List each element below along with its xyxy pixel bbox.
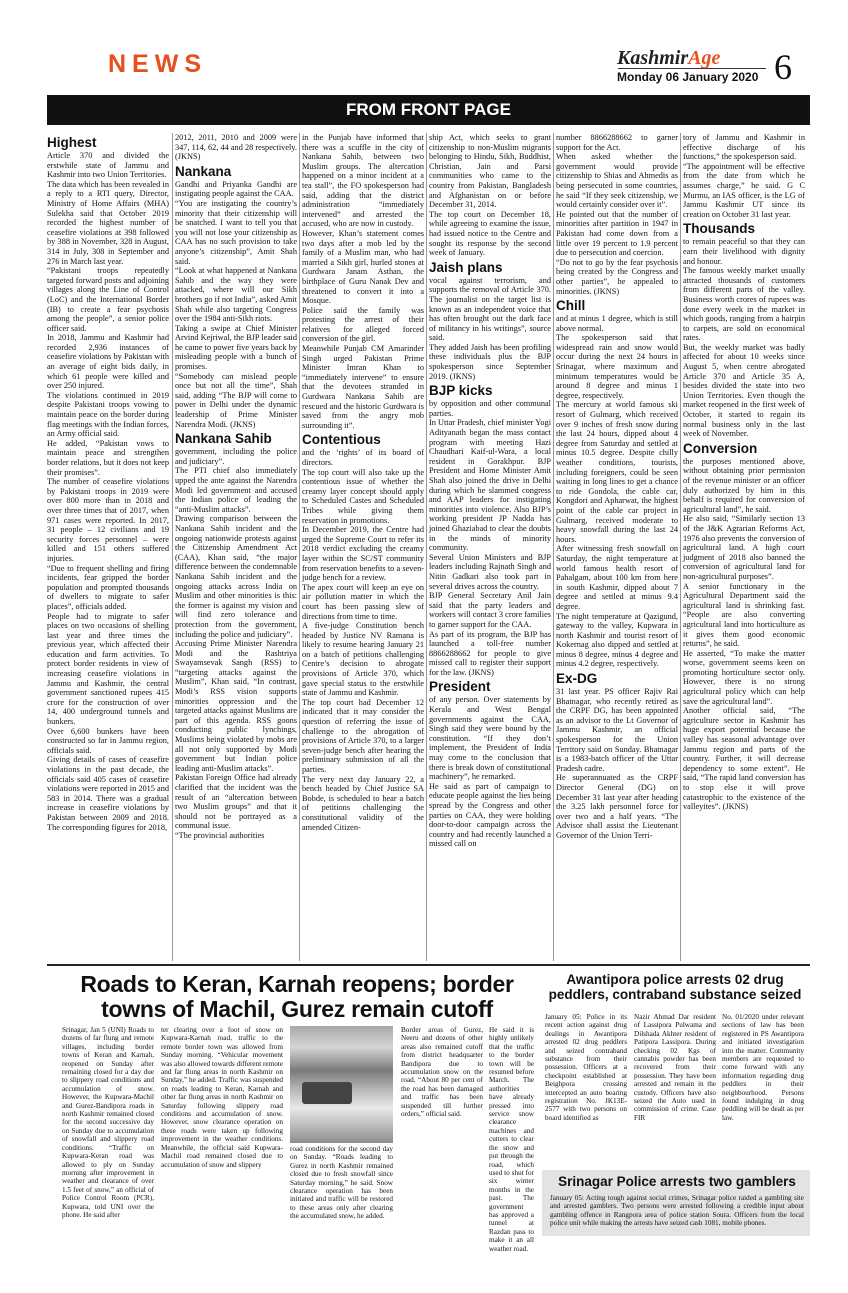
article-heading: BJP kicks: [429, 383, 493, 399]
article-paragraph: vocal against terrorism, and supports the removal of Article 370. The journalist on the target list is known as an independent voice that has often brought out the dark face of militancy in his writings”, source said.: [429, 275, 551, 343]
story-keran-column: He said it is highly unlikely that the traffic to the border town will be resumed before March. The authorities have already pressed into service snow clearance machines and cutters to clear the snow and put through the road, which used to shut for six winter months in the past. The government has approved a tunnel at Razdan pass to make it an all weather road.: [489, 1026, 534, 1253]
news-column: [683, 133, 805, 961]
article-paragraph: The number of ceasefire violations by Pakistani troops in 2019 were over 800 more than in 2018 and over three times that of 2017, when 971 cases were reported. In 2017, 31 people – 12 civilians and 19 security forces personnel – were killed and 151 others suffered injuries.: [47, 477, 169, 563]
news-column: [47, 133, 169, 961]
article-paragraph: “The appointment will be effective from the date from which he assumes charge,” he said. G C Murmu, an IAS officer, is the LG of Jammu Kashmir UT since its creation on October 31 last year.: [683, 161, 805, 219]
article-paragraph: the purposes mentioned above, without obtaining prior permission of the revenue minister or an officer duly authorized by him in this behalf is required for conversion of agricultural land”, he said.: [683, 456, 805, 514]
column-separator: [426, 133, 427, 961]
article-paragraph: The apex court will keep an eye on air pollution matter in which the court has been passing slew of directions from time to time.: [302, 582, 424, 621]
article-paragraph: But, the weekly market was badly affected for about 10 weeks since August 5, when centre abrogated Article 370 and Article 35 A, besides divided the state into two Union Territories. Even though the market reopened in the first week of October, it started to regain its normal business only in the last week of November.: [683, 342, 805, 439]
article-paragraph: number 8866288662 to garner support for the Act.: [556, 133, 678, 152]
article-paragraph: and the ‘rights’ of its board of directors.: [302, 448, 424, 467]
article-paragraph: to remain peaceful so that they can earn their livelihood with dignity and honour.: [683, 237, 805, 266]
article-heading: Contentious: [302, 432, 381, 448]
article-paragraph: A senior functionary in the Agricultural Department said the agricultural land is shrinking fast. “People are also converting agricultural land into horticulture as it gives them good economic returns”, he said.: [683, 581, 805, 649]
article-paragraph: 2012, 2011, 2010 and 2009 were 347, 114, 62, 44 and 28 respectively. (JKNS): [175, 133, 297, 162]
article-paragraph: “Look at what happened at Nankana Sahib and the way they were attacked, where will our Sikh brothers go if not India”, asked Amit Shah while also targeting Congress over the 1984 anti-Sikh riots.: [175, 266, 297, 324]
article-heading: Thousands: [683, 221, 756, 237]
article-paragraph: They added Jaish has been profiling these individuals plus the BJP spokesperson since September 2019. (JKNS): [429, 342, 551, 381]
article-paragraph: In Uttar Pradesh, chief minister Yogi Adityanath began the mass contact program with meeting Hazi Chaudhari Kaif-ul-Wara, a local resident in Gorakhpur. BJP President and Home Minister Amit Shah also joined the drive in Delhi during which he slammed congress and AAP leaders for instigating minorities into violence. Also BJP’s working president JP Nadda has joined Ghaziabad to clear the doubts in the minds of minority community.: [429, 418, 551, 553]
article-paragraph: in the Punjab have informed that there was a scuffle in the city of Nankana Sahib, between two Muslim groups. The altercation happened on a minor incident at a tea stall”, the FO spokesperson had said, adding that the district administration “immediately intervened” and arrested the accused, who are now in custody.: [302, 133, 424, 229]
news-column: [556, 133, 678, 961]
article-paragraph: The very next day January 22, a bench headed by Chief Justice SA Bobde, is scheduled to hear a batch of petitions challenging the constitutional validity of the amended Citizen-: [302, 774, 424, 832]
gamblers-headline: Srinagar Police arrests two gamblers: [558, 1174, 796, 1189]
article-paragraph: After witnessing fresh snowfall on Saturday, the night temperature at world famous health resort of Pahalgam, about 100 km from here in south Kashmir, dipped about 7 degree and settled at minus 9.4 degree.: [556, 544, 678, 611]
column-separator: [172, 133, 173, 961]
article-paragraph: The PTI chief also immediately upped the ante against the Narendra Modi led government and accused the Indian police of leading the “anti-Muslim attacks”.: [175, 466, 297, 514]
article-paragraph: “You are instigating the country’s minority that their citizenship will be snatched. I want to tell you that you will not lose your citizenship as CAA has no such provision to take anyone’s citizenship”, Amit Shah said.: [175, 198, 297, 266]
article-paragraph: “Pakistani troops repeatedly targeted forward posts and adjoining villages along the Line of Control (LoC) and the International Border (IB) to create a fear psychosis among the people”, a senior police officer said.: [47, 266, 169, 333]
article-paragraph: “Somebody can mislead people once but not all the time”, Shah said, adding “The BJP will come to power in Delhi under the dynamic leadership of Prime Minister Narendra Modi. (JKNS): [175, 371, 297, 429]
article-paragraph: A five-judge Constitution bench headed by Justice NV Ramana is likely to resume hearing January 21 on a batch of petitions challenging Centre’s decision to abrogate provisions of Article 370, which gave special status to the erstwhile state of Jammu and Kashmir.: [302, 621, 424, 698]
section-banner: FROM FRONT PAGE: [47, 95, 810, 125]
article-paragraph: The spokesperson said that widespread rain and snow would occur during the next 24 hours in Srinagar, where maximum and minimum temperatures would be around 8 degree and minus 1 degree, respectively.: [556, 333, 678, 400]
article-paragraph: ship Act, which seeks to grant citizenship to non-Muslim migrants belonging to Hindu, Sikh, Buddhist, Christian, Jain and Parsi communities who came to the country from Pakistan, Bangladesh and Afghanistan on or before December 31, 2014.: [429, 133, 551, 210]
brand-accent: Age: [688, 47, 721, 69]
article-paragraph: The top court will also take up the contentious issue of whether the creamy layer concept should apply to Scheduled Castes and Scheduled Tribes while giving them reservation in promotions.: [302, 467, 424, 525]
article-paragraph: Giving details of cases of ceasefire violations in the past decade, the officials said 405 cases of ceasefire violations were reported in 2015 and 583 in 2014. There was a gradual increase in ceasefire violations by Pakistan between 2009 and 2018. The corresponding figures for 2018,: [47, 755, 169, 832]
article-paragraph: He superannuated as the CRPF Director General (DG) on December 31 last year after heading the 3.25 lakh personnel force for over two and a half years. “The Advisor shall assist the Lieutenant Governor of the Union Terri-: [556, 773, 678, 840]
story-awantipora-column: Nazir Ahmad Dar resident of Lassipora Pulwama and Dilshada Akhter resident of Patipora Lassipora. During checking 02 Kgs of cannabis powder has been recovered from their possession. They have been arrested and remain in the custody. Officers have also seized the Auto used in commission of crime. Case FIR: [634, 1013, 716, 1122]
article-paragraph: “The provincial authorities: [175, 830, 265, 840]
masthead-section: NEWS: [108, 50, 207, 78]
article-paragraph: In December 2019, the Centre had urged the Supreme Court to refer its 2018 verdict excluding the creamy layer within the SC/ST community from reservation benefits to a seven-judge bench for a review.: [302, 525, 424, 583]
article-paragraph: Drawing comparison between the Nankana Sahib incident and the ongoing nationwide protests against the Citizenship Amendment Act (CAA), Khan said, “the major difference between the condemnable Nankana Sahib incident and the ongoing attacks across India on Muslim and other minorities is this: the former is against my vision and will find zero tolerance and protection from the government, including the police and judiciary”.: [175, 514, 297, 639]
article-paragraph: Several Union Ministers and BJP leaders including Rajnath Singh and Nitin Gadkari also took part in several drives across the country.: [429, 552, 551, 591]
story-keran-column: Srinagar, Jan 5 (UNI) Roads to dozens of far flung and remote villages, including border towns of Keran and Karnah, reopened on Sunday after remaining closed for a day due to slippery road conditions and accumulation of snow. However, the Kupwara-Machil and Gurez-Bandipora roads in north Kashmir remained closed for the second successive day on Sunday due to accumulation of snowfall and slippery road conditions. “Traffic on Kupwara-Keran road was allowed to ply on Sunday morning after improvement in weather and clearance of over 1.5 feet of snow,” an official of Police Control Room (PCR), Kupwara, told UNI over the phone. He said after: [62, 1026, 154, 1219]
article-paragraph: The top court had December 12 indicated that it may consider the question of referring the issue of challenge to the abrogation of provisions of Article 370, to a larger seven-judge bench after hearing the preliminary submission of all the parties.: [302, 697, 424, 774]
article-paragraph: He asserted, “To make the matter worse, government seems keen on promoting horticulture sector only. However, there is no strong agricultural policy which can help save the agricultural land”.: [683, 648, 805, 706]
article-paragraph: Over 6,600 bunkers have been constructed so far in Jammu region, officials said.: [47, 726, 169, 755]
snow-road-photo: [290, 1026, 393, 1143]
column-separator: [299, 133, 300, 961]
article-paragraph: He said as part of campaign to educate people against the lies being spread by the Congress and other parties on CAA, they were holding door-to-door campaign across the country and had recently launched a missed call on: [429, 781, 551, 849]
article-paragraph: 31 last year. PS officer Rajiv Rai Bhatnagar, who recently retired as the CRPF DG, has been appointed as an advisor to the Lt Governor of Jammu Kashmir, an official spokesperson for the Union Territory said on Sunday. Bhatnagar is a 1983-batch officer of the Uttar Pradesh cadre.: [556, 687, 678, 773]
story-keran-column: Border areas of Gurez, Neeru and dozens of other areas also remained cutoff from district headquarter Bandipora due to accumulation snow on the road. “About 80 per cent of the road has been damaged and traffic has been suspended till further orders,” official said.: [401, 1026, 483, 1119]
story-awantipora-headline: Awantipora police arrests 02 drug peddlers, contraband substance seized: [548, 972, 802, 1002]
article-heading: Chill: [556, 298, 586, 314]
article-heading: Nankana: [175, 163, 232, 179]
article-paragraph: He also said, “Similarly section 13 of the J&K Agrarian Reforms Act, 1976 also prevents the conversion of agricultural land. A high court judgment of 2018 also banned the conversion of agricultural land for non-agricultural purposes”.: [683, 514, 805, 581]
article-paragraph: The night temperature at Qazigund, gateway to the valley, Kupwara in north Kashmir and tourist resort of Kokernag also dipped and settled at minus 8 degree, minus 4 degree and minus 4.2 degree, respectively.: [556, 611, 678, 669]
column-separator: [553, 133, 554, 961]
article-heading: Conversion: [683, 440, 758, 456]
article-paragraph: Police said the family was protesting the arrest of their relatives for alleged forced conversion of the girl.: [302, 305, 424, 344]
story-awantipora-column: January 05: Police in its recent action against drug dealings in Awantipora arrested 02 drug peddlers and seized contraband substance from their possession. Officers at a checkpoint established at Beighpora crossing intercepted an auto bearing registration No. JK13E-2577 with two persons on board identified as: [545, 1013, 627, 1122]
story-keran-headline: Roads to Keran, Karnah reopens; border towns of Machil, Gurez remain cutoff: [80, 971, 514, 1022]
masthead-date: Monday 06 January 2020: [617, 70, 759, 84]
article-paragraph: When asked whether the government would provide citizenship to Shias and Ahmedis as being persecuted in some countries, he said “If they seek citizenship, we would certainly consider over it”.: [556, 152, 678, 210]
article-heading: Highest: [47, 135, 97, 150]
article-paragraph: However, Khan’s statement comes two days after a mob led by the family of a Muslim man, who had married a Sikh girl, hurled stones at Gurdwara Janam Asthan, the birthplace of Guru Nanak Dev and threatened to convert it into a Mosque.: [302, 228, 424, 306]
article-paragraph: Article 370 and divided the erstwhile state of Jammu and Kashmir into two Union Territories.: [47, 151, 169, 180]
article-paragraph: Accusing Prime Minister Narendra Modi and the Rashtriya Swayamsevak Sangh (RSS) to “targeting attacks against the Muslim”, Khan said, “In contrast, Modi’s RSS vision supports minorities oppression and the targeted attacks against Muslims are part of this agenda. RSS goons conducting public lynchings, Muslims being violated by mobs are all not only supported by Modi government but Indian police leading anti-Muslim attacks”.: [175, 639, 297, 773]
article-paragraph: BJP General Secretary Anil Jain said that the party leaders and workers will contact 3 crore families to garner support for the CAA.: [429, 591, 551, 629]
article-paragraph: Taking a swipe at Chief Minister Arvind Kejriwal, the BJP leader said he came to power five years back by misleading people with a bunch of promises.: [175, 323, 297, 372]
article-paragraph: government, including the police and judiciary”.: [175, 447, 297, 466]
article-heading: President: [429, 679, 491, 695]
news-column: [429, 133, 551, 961]
column-separator: [680, 133, 681, 961]
article-paragraph: Another official said, “The agriculture sector in Kashmir has huge export potential because the valley has seasonal advantage over Jammu region and parts of the country. Further, it will decrease dependency to some extent”. He said, “The rapid land conversion has to stop else it will prove catastrophic to the existence of the valleyites”. (JKNS): [683, 706, 805, 812]
article-paragraph: The famous weekly market usually attracted thousands of customers from different parts of the valley. Business worth crores of rupees was done every week in the market in which goods, ranging from a hairpin to carpets, are sold on economical rates.: [683, 266, 805, 343]
article-paragraph: Pakistan Foreign Office had already clarified that the incident was the result of an “altercation between two Muslim groups” and that it should not be portrayed as a communal issue.: [175, 773, 297, 831]
article-paragraph: Meanwhile Punjab CM Amarinder Singh urged Pakistan Prime Minister Imran Khan to “immediately intervene” to ensure that the devotees stranded in Gurdwara Nankana Sahib are rescued and the historic Gurdwara is saved from the angry mob surrounding it”.: [302, 344, 424, 430]
brand-main: Kashmir: [617, 47, 689, 69]
article-paragraph: As part of its program, the BJP has launched a toll-free number 8866288662 for people to give missed call to register their support for the law. (JKNS): [429, 629, 551, 677]
article-heading: Jaish plans: [429, 259, 503, 275]
article-paragraph: The mercury at world famous ski resort of Gulmarg, which received over 9 inches of fresh snow during the last 24 hours, dipped about 4 degree from Saturday and settled at minus 10.5 degree. Despite chilly weather conditions, tourists, including foreigners, could be seen waiting in long lines to get a chance to ride Gondola, the cable car, Kongdori and Apharwat, the highest point of the cable car project in Gulmarg, received moderate to heavy snowfall during the last 24 hours.: [556, 400, 678, 544]
story-keran-column: road conditions for the second day on Sunday. “Roads leading to Gurez in north Kashmir remained closed due to fresh snowfall since Saturday morning,” he said. Snow clearance operation has been initiated and traffic will be restored to these areas only after clearing the accumulated snow, he added.: [290, 1145, 393, 1221]
article-paragraph: and at minus 1 degree, which is still above normal.: [556, 314, 678, 333]
article-heading: Ex-DG: [556, 671, 598, 687]
article-paragraph: Gandhi and Priyanka Gandhi are instigating people against the CAA.: [175, 179, 297, 199]
article-paragraph: The top court on December 18, while agreeing to examine the issue, had issued notice to the Centre and sought its response by the second week of January.: [429, 209, 551, 258]
article-paragraph: He pointed out that the number of minorities after partition in 1947 in Pakistan had come down from a little over 19 percent to 1.9 percent due to persecution and coercion.: [556, 209, 678, 258]
news-column: [175, 133, 297, 961]
article-paragraph: “Do not to go by the fear psychosis being created by the Congress and other parties”, he appealed to minorities. (JKNS): [556, 257, 678, 296]
article-paragraph: The data which has been revealed in a reply to a RTI query, Director, Ministry of Home Affairs (MHA) Sulekha said that October 2019 recorded the highest number of ceasefire violations at 398 followed by 388 in November, 328 in August, 314 in July, 308 in September and 276 in March last year.: [47, 179, 169, 266]
article-paragraph: tory of Jammu and Kashmir in effective discharge of his functions,” the spokesperson said.: [683, 133, 805, 162]
story-keran-column: ter clearing over a foot of snow on Kupwara-Karnah road, traffic to the remote border town was allowed from Sunday morning. “Vehicular movement was also allowed towards different remote and far flung areas in north Kashmir on Sunday,” he added. Traffic was suspended on roads leading to Keran, Karnah and other far flung areas in north Kashmir on Saturday following slippery road conditions and accumulation of snow. However, snow clearance operation on these roads were taken up following improvement in the weather conditions. Meanwhile, the official said Kupwara-Machil road remained closed due to accumulation of snow and slippery: [161, 1026, 283, 1169]
gamblers-text: January 05: Acting tough against social crimes, Srinagar police raided a gambling site and arrested gamblers. Two persons were arrested following a credible input about gambling offence in Rangpora area of police station Soura. Officers from the local police unit while making the arrests have seized cash 1081, mobile phones.: [550, 1194, 804, 1228]
story-awantipora-column: No. 01/2020 under relevant sections of law has been registered in PS Awantipora and initiated investigation into the matter. Community members are requested to come forward with any information regarding drug peddlers in their neighbourhood. Persons found indulging in drug peddling will be dealt as per law.: [722, 1013, 804, 1122]
masthead-rule: [618, 68, 766, 69]
article-paragraph: of any person. Over statements by Kerala and West Bengal governments against the CAA, Singh said they were bound by the constitution. “If they don’t implement, the President of India may come to the conclusion that there is break down of constitutional machinery”, he remarked.: [429, 695, 551, 782]
article-heading: Nankana Sahib: [175, 431, 272, 447]
article-paragraph: “Due to frequent shelling and firing incidents, fear gripped the border population and prompted thousands of dwellers to migrate to safer places”, officials added.: [47, 563, 169, 611]
news-column: [302, 133, 424, 961]
masthead-brand: [617, 47, 720, 70]
article-paragraph: In 2018, Jammu and Kashmir had recorded 2,936 instances of ceasefire violations by Pakistan with an average of eight bids daily, in which 61 people were killed and over 250 injured.: [47, 333, 169, 391]
article-paragraph: People had to migrate to safer places on two occasions of shelling last year and three times the previous year, which affected their education and farm activities. To protect border residents in view of increasing ceasefire violations in Jammu and Kashmir, the central government sanctioned rupees 415 crore for the construction of over 14, 400 underground tunnels and bunkers.: [47, 611, 169, 727]
article-paragraph: by opposition and other communal parties.: [429, 399, 551, 418]
page-number: 6: [774, 47, 792, 87]
bottom-divider: [47, 964, 810, 966]
article-paragraph: He added, “Pakistan vows to maintain peace and strengthen border relations, but it does not keep their promises”.: [47, 438, 169, 477]
article-paragraph: The violations continued in 2019 despite Pakistani troops vowing to maintain peace on the border during flag meetings with the Indian forces, an Army official said.: [47, 390, 169, 439]
